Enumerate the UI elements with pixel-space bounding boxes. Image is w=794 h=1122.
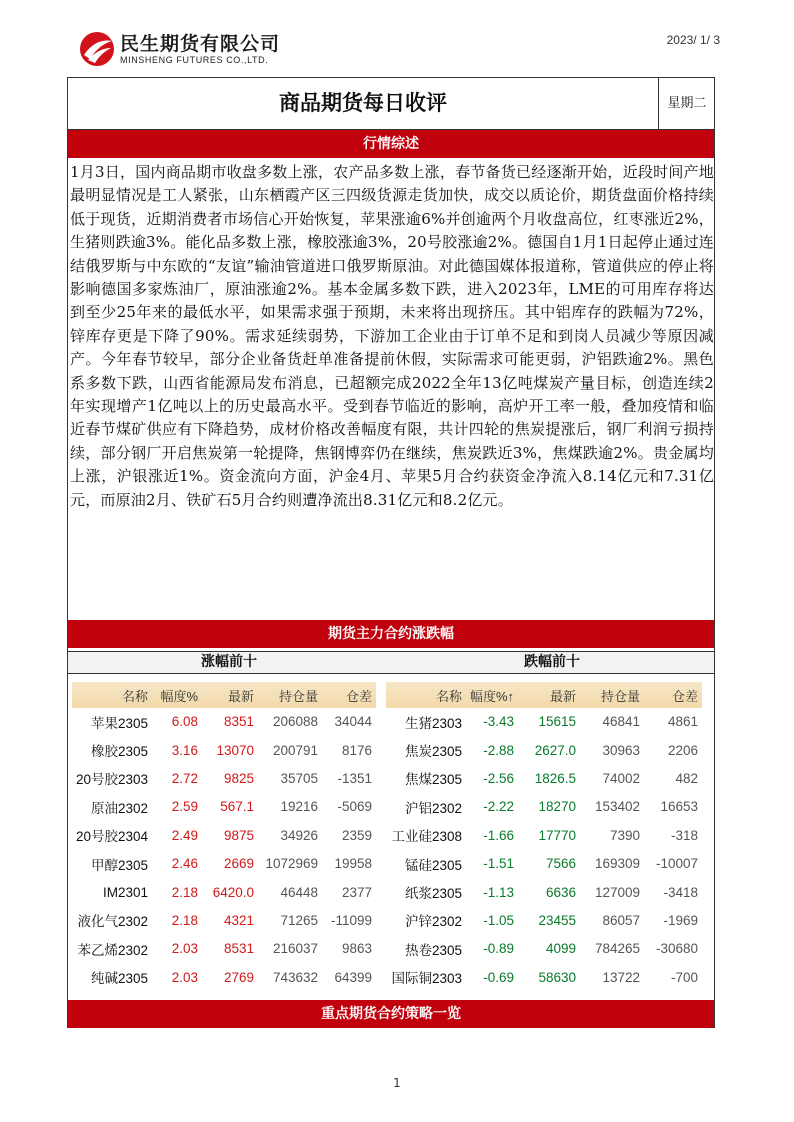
col-name-cell: 液化气2302 xyxy=(77,914,148,930)
col-name-cell: IM2301 xyxy=(102,884,148,900)
col-oi-change-cell: 19958 xyxy=(334,856,372,872)
col-change-cell: -2.22 xyxy=(483,799,514,815)
col-open-interest-cell: 13722 xyxy=(602,969,640,985)
col-open-interest-cell: 30963 xyxy=(602,742,640,758)
table-row xyxy=(72,765,376,793)
col-open-interest-cell: 216037 xyxy=(272,941,318,957)
weekday: 星期二 xyxy=(658,78,715,129)
col-oi-change-cell: -1351 xyxy=(337,770,372,786)
gainers-table-body xyxy=(72,708,376,992)
col-latest-cell: 8351 xyxy=(223,714,254,730)
table-row xyxy=(386,708,702,736)
losers-table-header xyxy=(386,682,702,708)
col-name-cell: 20号胶2303 xyxy=(75,772,148,788)
report-date: 2023/ 1/ 3 xyxy=(666,33,720,47)
col-latest-cell: 4321 xyxy=(223,912,254,928)
page-title: 商品期货每日收评 xyxy=(279,91,447,115)
col-change-cell: -1.13 xyxy=(483,884,514,900)
col-latest-cell: 18270 xyxy=(538,799,576,815)
col-change-cell: -1.05 xyxy=(483,912,514,928)
table-row xyxy=(72,793,376,821)
col-oi-change-cell: -5069 xyxy=(337,799,372,815)
col-name-cell: 原油2302 xyxy=(90,800,148,816)
table-row xyxy=(386,765,702,793)
col-oi-change-cell: -700 xyxy=(670,969,698,985)
table-row xyxy=(386,878,702,906)
report-frame xyxy=(67,77,715,1028)
col-oi-change-cell: -318 xyxy=(670,827,698,843)
col-change-cell: 3.16 xyxy=(171,742,198,758)
col-name-cell: 焦炭2305 xyxy=(404,744,462,760)
col-open-interest-cell: 71265 xyxy=(280,912,318,928)
col-change-cell: 2.59 xyxy=(171,799,198,815)
col-open-interest-cell: 46841 xyxy=(602,714,640,730)
gainers-table-header xyxy=(72,682,376,708)
col-name-cell: 橡胶2305 xyxy=(90,744,148,760)
table-row xyxy=(72,907,376,935)
table-row xyxy=(72,935,376,963)
col-change-cell: 2.18 xyxy=(171,884,198,900)
gainers-table xyxy=(72,682,376,992)
col-oi-change-cell: 4861 xyxy=(667,714,698,730)
col-oi-change-cell: 482 xyxy=(675,770,698,786)
col-change-cell: 2.49 xyxy=(171,827,198,843)
col-open-interest-cell: 743632 xyxy=(272,969,318,985)
table-row xyxy=(386,964,702,992)
col-name-cell: 锰硅2305 xyxy=(404,857,462,873)
col-name-cell: 沪锌2302 xyxy=(404,914,462,930)
col-open-interest-cell: 127009 xyxy=(594,884,640,900)
col-change-cell: -1.66 xyxy=(483,827,514,843)
col-latest-cell: 13070 xyxy=(216,742,254,758)
col-open-interest-cell: 74002 xyxy=(602,770,640,786)
col-change-header: 幅度%↑ xyxy=(469,688,514,704)
col-oi-change-cell: -30680 xyxy=(655,941,698,957)
losers-table xyxy=(386,682,702,992)
col-change-cell: -0.89 xyxy=(483,941,514,957)
col-open-interest-cell: 1072969 xyxy=(265,856,318,872)
col-latest-header: 最新 xyxy=(227,688,254,704)
col-open-interest-cell: 46448 xyxy=(280,884,318,900)
table-row xyxy=(386,793,702,821)
col-open-interest-cell: 35705 xyxy=(280,770,318,786)
col-open-interest-cell: 784265 xyxy=(594,941,640,957)
col-change-cell: 2.03 xyxy=(171,941,198,957)
table-row xyxy=(72,736,376,764)
table-row xyxy=(386,736,702,764)
col-latest-header: 最新 xyxy=(549,688,576,704)
movers-header: 期货主力合约涨跌幅 xyxy=(68,620,714,648)
col-oi-change-cell: 8176 xyxy=(341,742,372,758)
table-row xyxy=(386,850,702,878)
col-latest-cell: 6420.0 xyxy=(212,884,254,900)
col-oi-change-header: 仓差 xyxy=(671,688,698,704)
col-name-cell: 热卷2305 xyxy=(404,942,462,958)
overview-header: 行情综述 xyxy=(68,130,714,158)
col-oi-change-cell: 2359 xyxy=(341,827,372,843)
col-open-interest-cell: 19216 xyxy=(280,799,318,815)
strategy-header: 重点期货合约策略一览 xyxy=(68,1000,714,1028)
col-open-interest-cell: 7390 xyxy=(609,827,640,843)
table-row xyxy=(72,878,376,906)
col-latest-cell: 567.1 xyxy=(220,799,254,815)
col-latest-cell: 23455 xyxy=(538,912,576,928)
col-oi-change-cell: 2377 xyxy=(341,884,372,900)
col-change-header: 幅度% xyxy=(160,688,198,704)
col-oi-change-cell: -3418 xyxy=(663,884,698,900)
losers-table-body xyxy=(386,708,702,992)
col-oi-change-header: 仓差 xyxy=(345,688,372,704)
table-row xyxy=(386,822,702,850)
logo-mark-icon xyxy=(78,29,116,69)
col-latest-cell: 58630 xyxy=(538,969,576,985)
col-name-cell: 沪铝2302 xyxy=(404,800,462,816)
gainers-title: 涨幅前十 xyxy=(68,651,391,674)
col-change-cell: 2.72 xyxy=(171,770,198,786)
col-open-interest-cell: 206088 xyxy=(272,714,318,730)
col-latest-cell: 8531 xyxy=(223,941,254,957)
col-oi-change-cell: 64399 xyxy=(334,969,372,985)
col-change-cell: 2.03 xyxy=(171,969,198,985)
col-oi-change-cell: 2206 xyxy=(667,742,698,758)
col-name-cell: 生猪2303 xyxy=(404,715,462,731)
col-oi-change-cell: -10007 xyxy=(655,856,698,872)
col-change-cell: -1.51 xyxy=(483,856,514,872)
company-name-en: MINSHENG FUTURES CO.,LTD. xyxy=(120,55,269,65)
col-latest-cell: 9875 xyxy=(223,827,254,843)
company-name-cn: 民生期货有限公司 xyxy=(120,33,281,55)
col-open-interest-cell: 169309 xyxy=(594,856,640,872)
page-number: 1 xyxy=(393,1076,401,1090)
col-name-cell: 焦煤2305 xyxy=(404,772,462,788)
col-change-cell: 2.18 xyxy=(171,912,198,928)
col-latest-cell: 7566 xyxy=(545,856,576,872)
table-row xyxy=(72,964,376,992)
col-latest-cell: 2669 xyxy=(223,856,254,872)
col-name-cell: 工业硅2308 xyxy=(391,829,462,845)
losers-title: 跌幅前十 xyxy=(390,651,714,674)
col-open-interest-header: 持仓量 xyxy=(278,688,318,704)
col-oi-change-cell: -1969 xyxy=(663,912,698,928)
col-name-cell: 苹果2305 xyxy=(90,715,148,731)
col-name-cell: 纸浆2305 xyxy=(404,886,462,902)
table-row xyxy=(386,907,702,935)
col-latest-cell: 6636 xyxy=(545,884,576,900)
col-change-cell: -0.69 xyxy=(483,969,514,985)
col-change-cell: -2.88 xyxy=(483,742,514,758)
table-row xyxy=(72,850,376,878)
col-name-cell: 国际铜2303 xyxy=(391,971,462,987)
col-latest-cell: 1826.5 xyxy=(534,770,576,786)
col-name-header: 名称 xyxy=(121,688,148,704)
col-change-cell: 2.46 xyxy=(171,856,198,872)
col-open-interest-cell: 200791 xyxy=(272,742,318,758)
col-change-cell: -3.43 xyxy=(483,714,514,730)
col-latest-cell: 15615 xyxy=(538,714,576,730)
col-name-cell: 20号胶2304 xyxy=(75,829,148,845)
col-latest-cell: 2627.0 xyxy=(534,742,576,758)
col-latest-cell: 9825 xyxy=(223,770,254,786)
col-open-interest-header: 持仓量 xyxy=(600,688,640,704)
col-oi-change-cell: -11099 xyxy=(330,912,372,928)
col-oi-change-cell: 34044 xyxy=(334,714,372,730)
col-open-interest-cell: 34926 xyxy=(280,827,318,843)
col-name-cell: 纯碱2305 xyxy=(90,971,148,987)
col-name-header: 名称 xyxy=(435,688,462,704)
col-oi-change-cell: 16653 xyxy=(660,799,698,815)
table-row xyxy=(386,935,702,963)
col-change-cell: 6.08 xyxy=(171,714,198,730)
col-name-cell: 苯乙烯2302 xyxy=(77,942,148,958)
table-row xyxy=(72,822,376,850)
overview-text: 1月3日，国内商品期市收盘多数上涨，农产品多数上涨，春节备货已经逐渐开始，近段时间产地最明显情况是工人紧张，山东栖霞产区三四级货源走货加快，成交以质论价，期货盘面价格持续低于现货，近期消费者市场信心开始恢复，苹果涨逾6%并创逾两个月收盘高位，红枣涨近2%，生猪则跌逾3%。能化品多数上涨，橡胶涨逾3%，20号胶涨逾2%。德国自1月1日起停止通过连结俄罗斯与中东欧的“友谊”输油管道进口俄罗斯原油。对此德国媒体报道称，管道供应的停止将影响德国多家炼油厂，原油涨逾2%。基本金属多数下跌，进入2023年，LME的可用库存将达到至少25年来的最低水平，如果需求强于预期，未来将出现挤压。其中铝库存的跌幅为72%，锌库存更是下降了90%。需求延续弱势，下游加工企业由于订单不足和到岗人员减少等原因减产。今年春节较早，部分企业备货赶单准备提前休假，实际需求可能更弱，沪铝跌逾2%。黑色系多数下跌，山西省能源局发布消息，已超额完成2022全年13亿吨煤炭产量目标，创造连续2年实现增产1亿吨以上的历史最高水平。受到春节临近的影响，高炉开工率一般，叠加疫情和临近春节煤矿供应有下降趋势，成材价格改善幅度有限，共计四轮的焦炭提涨后，钢厂利润亏损持续，部分钢厂开启焦炭第一轮提降，焦钢博弈仍在继续，焦炭跌近3%，焦煤跌逾2%。贵金属均上涨，沪银涨近1%。资金流向方面，沪金4月、苹果5月合约获资金净流入8.14亿元和7.31亿元，而原油2月、铁矿石5月合约则遭净流出8.31亿元和8.2亿元。 xyxy=(70,163,714,509)
col-open-interest-cell: 153402 xyxy=(594,799,640,815)
col-open-interest-cell: 86057 xyxy=(602,912,640,928)
title-row xyxy=(68,78,714,130)
col-oi-change-cell: 9863 xyxy=(341,941,372,957)
col-name-cell: 甲醇2305 xyxy=(90,857,148,873)
company-logo xyxy=(78,27,318,71)
col-latest-cell: 4099 xyxy=(545,941,576,957)
col-latest-cell: 17770 xyxy=(538,827,576,843)
col-latest-cell: 2769 xyxy=(223,969,254,985)
col-change-cell: -2.56 xyxy=(483,770,514,786)
table-row xyxy=(72,708,376,736)
